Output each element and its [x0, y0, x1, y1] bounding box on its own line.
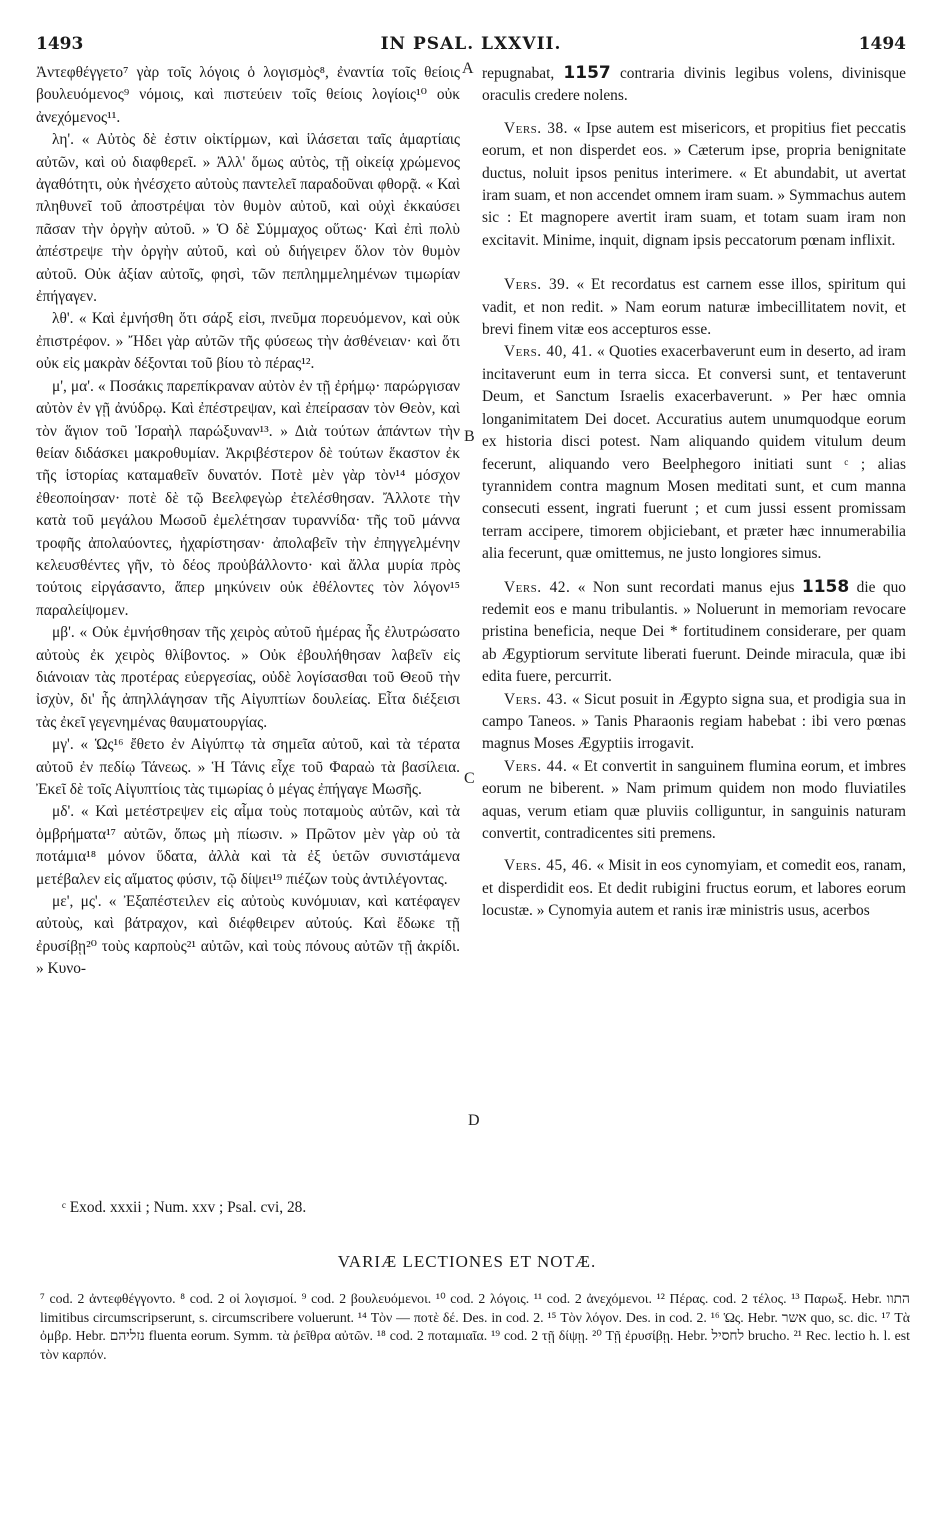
margin-marker-d: D — [468, 1112, 480, 1129]
column-number-1158: 1158 — [801, 576, 850, 597]
greek-paragraph-4: μ', μα'. « Ποσάκις παρεπίκραναν αὐτὸν ἐν τῇ ἐρήμῳ· παρώργισαν αὐτὸν ἐν γῇ ἀνύδρῳ. Καὶ ἐπέστρεψαν, καὶ ἐπείρασαν τὸν Θεὸν, καὶ τὸν ἅγιον τοῦ Ἰσραὴλ παρώξυναν¹³. » Διὰ τούτων ἁπάντων τὴν θείαν διδάσκει μακροθυμίαν. Ἀκριβέστερον δὲ τούτων ἕκαστον ἐκ τῆς ἱστορίας καταμαθεῖν δυνατόν. Ποτὲ μὲν γὰρ τὸν¹⁴ μόσχον ἐθεοποίησαν· ποτὲ δὲ τῷ Βεελφεγὼρ ἐτελέσθησαν. Ἄλλοτε τὴν κατὰ τοῦ μεγάλου Μωσοῦ ἐμελέτησαν τυραννίδα· τῆς τοῦ μάννα τροφῆς ἀπολαύοντες, ἠχαρίστησαν· ἀπολαβεῖν τὴν ἐπηγγελμένην κελευσθέντες γῆν, τὸ δέος προὐβάλλοντο· καὶ ἄλλα μυρία πρὸς τούτοις εἰργάσαντο, ἅπερ μηκύνειν οὐκ ἐθέλοντες τὸν λόγον¹⁵ παραλείψομεν. — [36, 377, 460, 619]
margin-marker-c: C — [464, 770, 475, 787]
latin-p1-post: contraria divinis legibus volens, divinisque oraculis credere nolens. — [482, 65, 906, 105]
verse-label-39: Vers. 39. — [504, 276, 570, 294]
greek-paragraph-6: μγ'. « Ὡς¹⁶ ἔθετο ἐν Αἰγύπτῳ τὰ σημεῖα αὐτοῦ, καὶ τὰ τέρατα αὐτοῦ ἐν πεδίῳ Τάνεως. » Ἡ Τάνις εἶχε τοῦ Φαραὼ τὰ βασίλεια. Ἐκεῖ δὲ τοῖς Αἰγυπτίοις τὰς τιμωρίας ὁ μέγας ἐπήγαγε Μωσῆς. — [36, 736, 460, 798]
latin-paragraph-4 — [482, 341, 906, 565]
latin-p2-text: « Ipse autem est misericors, et propitius fiet peccatis eorum, et non disperdet eos. » Cæterum ipse, propria benignitate ductus, noluit ipsos penitus interimere. « Et abundabit, ut avertat iram suam, et non accendet omnem iram suam. » Symmachus autem sic : Et magnopere avertit iram suam, et totam suam iram non excitavit. Minime, inquit, dignam ipsis peccatorum pœnam inflixit. — [482, 119, 906, 249]
latin-p4-text: « Quoties exacerbaverunt eum in deserto, ad iram incitaverunt eum in terra sicca. Et conversi sunt, et tentaverunt Deum, et Sanctum Israelis exacerbaverunt. » Per hæc omnia longanimitatem Dei docet. Accuratius autem unumquodque eorum ex historia disci potest. Nam aliquando quidem vitulum deum fecerunt, aliquando vero Beelphegoro initiati sunt ᶜ ; alias tyrannidem contra magnum Mosen meditati sunt, et cum manna consecuti essent, ingrati fuerunt ; et cum jussi essent promissam terram accipere, timorem objiciebant, et præter hæc innumerabilia alia fecerunt, quæ omittemus, ne justo longiores simus. — [482, 343, 906, 563]
variae-lectiones-heading: VARIÆ LECTIONES ET NOTÆ. — [337, 1252, 597, 1271]
greek-paragraph-3: λθ'. « Καὶ ἐμνήσθη ὅτι σάρξ εἰσι, πνεῦμα πορευόμενον, καὶ οὐκ ἐπιστρέφον. » Ἤδει γὰρ αὐτῶν τῆς φύσεως τὴν ἀσθένειαν· καὶ ὅτι οὐκ εἰς μακρὰν δέξονται τοῦ βίου τὸ πέρας¹². — [36, 310, 460, 373]
footnote-c: ᶜ Exod. xxxii ; Num. xxv ; Psal. cvi, 28. — [62, 1199, 307, 1216]
greek-paragraph-8: με', μς'. « Ἐξαπέστειλεν εἰς αὐτοὺς κυνόμυιαν, καὶ κατέφαγεν αὐτοὺς, καὶ βάτραχον, καὶ διέφθειρεν αὐτούς. Καὶ ἔδωκε τῇ ἐρυσίβῃ²⁰ τοὺς καρποὺς²¹ αὐτῶν, καὶ τοὺς πόνους αὐτῶν τῇ ἀκρίδι. » Κυνο- — [36, 893, 460, 978]
verse-label-43: Vers. 43. — [504, 690, 568, 708]
latin-paragraph-6 — [482, 689, 906, 756]
margin-marker-a: A — [462, 60, 474, 77]
greek-paragraph-1: Ἀντεφθέγγετο⁷ γὰρ τοῖς λόγοις ὁ λογισμὸς⁸, ἐναντία τοῖς θείοις βουλευόμενος⁹ νόμοις, καὶ πιστεύειν τοῖς θείοις λογίοις¹⁰ οὐκ ἀνεχόμενος¹¹. — [36, 64, 460, 126]
latin-p6-text: « Sicut posuit in Ægypto signa sua, et prodigia sua in campo Taneos. » Tanis Pharaonis regiam habebat : ibi vero pœnas magnus Moses Ægyptiis irrogavit. — [482, 690, 906, 753]
variae-lectiones-notes: ⁷ cod. 2 ἀντεφθέγγοντο. ⁸ cod. 2 οἱ λογισμοί. ⁹ cod. 2 βουλευόμενοι. ¹⁰ cod. 2 λόγοις. ¹¹ cod. 2 ἀνεχόμενοι. ¹² Πέρας. cod. 2 τέλος. ¹³ Παρωξ. Hebr. התוו limitibus circumscripserunt, s. circumscribere voluerunt. ¹⁴ Τὸν — ποτὲ δέ. Des. in cod. 2. ¹⁵ Τὸν λόγον. Des. in cod. 2. ¹⁶ Ὡς. Hebr. אשר quo, sc. dic. ¹⁷ Τὰ ὀμβρ. Hebr. נזליהם fluenta eorum. Symm. τὰ ῥεῖθρα αὐτῶν. ¹⁸ cod. 2 ποταμιαῖα. ¹⁹ cod. 2 τῇ δίψῃ. ²⁰ Τῇ ἐρυσίβῃ. Hebr. לחסיל brucho. ²¹ Rec. lectio h. l. est τὸν καρπόν. — [40, 1291, 910, 1362]
verse-label-44: Vers. 44. — [504, 757, 568, 775]
latin-paragraph-8 — [482, 855, 906, 922]
latin-paragraph-7 — [482, 756, 906, 846]
latin-column — [482, 62, 906, 923]
margin-marker-b: B — [464, 428, 475, 445]
latin-paragraph-5 — [482, 576, 906, 689]
latin-paragraph-2 — [482, 118, 906, 252]
latin-p8-text: « Misit in eos cynomyiam, et comedit eos, ranam, et disperdidit eos. Et dedit rubigini fructus eorum, et labores eorum locustæ. » Cynomyia autem et ranis iræ ministris usus, acerbos — [482, 857, 906, 920]
latin-p7-text: « Et convertit in sanguinem flumina eorum, et imbres eorum ne biberent. » Nam primum quidem non modo fluviatiles aquas, verum etiam quæ pluviis colliguntur, in sanguinis naturam convertit, contradicentes siti premens. — [482, 757, 906, 842]
left-page-number: 1493 — [36, 34, 84, 54]
verse-label-38: Vers. 38. — [504, 119, 568, 137]
greek-column — [36, 62, 460, 981]
latin-paragraph-3 — [482, 274, 906, 341]
right-page-number: 1494 — [858, 34, 906, 54]
latin-p5-text-a: « Non sunt recordati manus ejus — [577, 578, 795, 596]
verse-label-42: Vers. 42. — [504, 578, 571, 596]
latin-p1-pre: repugnabat, — [482, 65, 555, 82]
column-number-1157: 1157 — [563, 63, 611, 83]
verse-label-45-46: Vers. 45, 46. — [504, 857, 593, 875]
greek-paragraph-2: λη'. « Αὐτὸς δὲ ἐστιν οἰκτίρμων, καὶ ἱλάσεται ταῖς ἁμαρτίαις αὐτῶν, καὶ οὐ διαφθερεῖ. » Ἀλλ' ὅμως αὐτὸς, τῇ οἰκείᾳ χρώμενος ἀγαθότητι, οὐκ ἠνέσχετο αὐτοὺς παντελεῖ παραδοῦναι φθορᾷ. « Καὶ πληθυνεῖ τοῦ ἀποστρέψαι τὸν θυμὸν αὐτοῦ, καὶ οὐχὶ ἐκκαύσει πᾶσαν τὴν ὀργὴν αὐτοῦ. » Ὁ δὲ Σύμμαχος οὕτως· Καὶ ἐπὶ πολὺ ἀπέστρεψε τὴν ὀργὴν αὐτοῦ, καὶ οὐ διήγειρεν ὅλον τὸν θυμὸν αὐτοῦ. Οὐκ ἀξίαν αὐτοῖς, φησὶ, τῶν πεπλημμελημένων τιμωρίαν ἐπήγαγεν. — [36, 131, 460, 306]
latin-p3-text: « Et recordatus est carnem esse illos, spiritum qui vadit, et non redit. » Nam eorum naturæ imbecillitatem novit, et brevi finem vitæ eos accepturos esse. — [482, 276, 906, 339]
greek-paragraph-7: μδ'. « Καὶ μετέστρεψεν εἰς αἷμα τοὺς ποταμοὺς αὐτῶν, καὶ τὰ ὀμβρήματα¹⁷ αὐτῶν, ὅπως μὴ πίωσιν. » Πρῶτον μὲν γὰρ οὐ τὰ ποτάμια¹⁸ μόνον ὕδατα, ἀλλὰ καὶ τὰ ἐξ ὑετῶν συνιστάμενα μετέβαλεν εἰς αἵματος φύσιν, τῷ δίψει¹⁹ πιέζων τοὺς ἀντιλέγοντας. — [36, 803, 460, 888]
greek-paragraph-5: μβ'. « Οὐκ ἐμνήσθησαν τῆς χειρὸς αὐτοῦ ἡμέρας ἧς ἐλυτρώσατο αὐτοὺς ἐκ χειρὸς θλίβοντος. » Οὐκ ἐβουλήθησαν λαβεῖν εἰς διάνοιαν τὰς προτέρας εὐεργεσίας, οὐδὲ λογίσασθαι τοῦ Θεοῦ τὴν ἰσχὺν, δι' ἧς ἀπηλλάγησαν τῆς Αἰγυπτίων δουλείας. Εἶτα διέξεισι τὰς ἐκεῖ γεγενημένας θαυματουργίας. — [36, 624, 460, 731]
running-title: IN PSAL. LXXVII. — [380, 34, 562, 54]
verse-label-40-41: Vers. 40, 41. — [504, 343, 593, 361]
running-header — [36, 34, 906, 62]
latin-paragraph-1 — [482, 62, 906, 108]
latin-p5-text-b: die quo redemit eos e manu tribulantis. » Noluerunt in memoriam revocare pristina beneficia, neque Dei * fortitudinem considerare, per quam ab Ægyptiorum servitute liberati fuerunt. Deinde miracula, quæ ibi edita fuere, percurrit. — [482, 578, 906, 686]
